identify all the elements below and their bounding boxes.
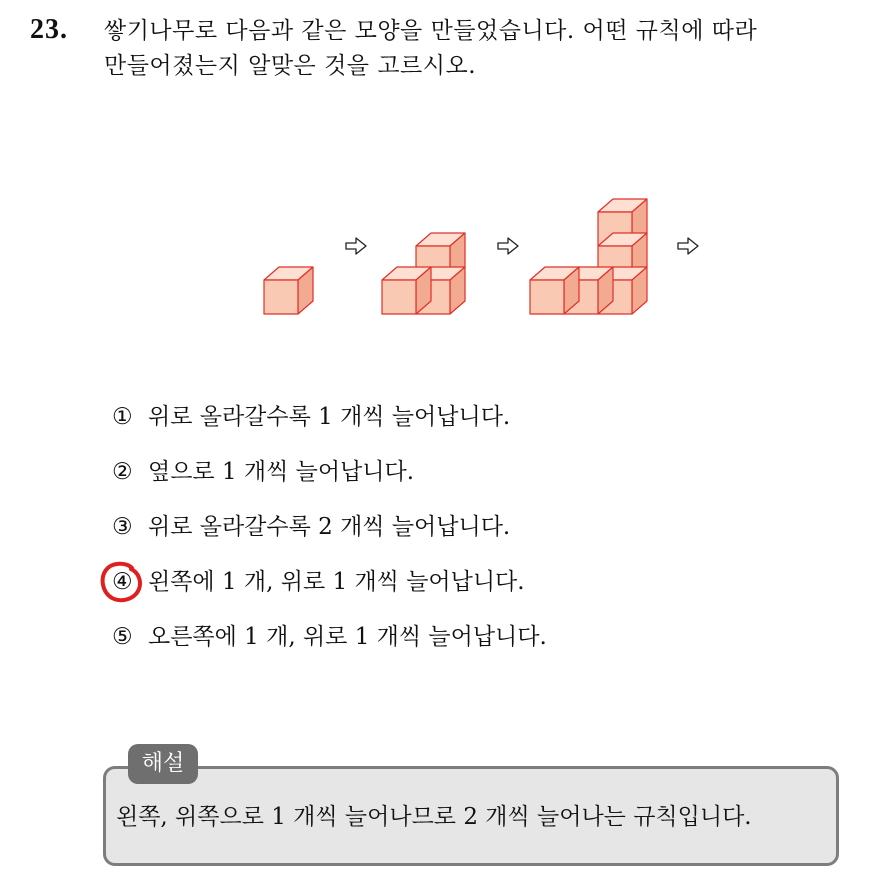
cube-front-face <box>382 280 416 314</box>
answer-circle-icon <box>98 560 144 604</box>
question-line-1: 쌓기나무로 다음과 같은 모양을 만들었습니다. 어떤 규칙에 따라 <box>104 18 758 44</box>
shape-3 <box>530 199 647 314</box>
right-arrow-icon <box>498 238 518 254</box>
choice-1-text: 위로 올라갈수록 1 개씩 늘어납니다. <box>148 404 511 430</box>
choice-2[interactable] <box>112 455 547 510</box>
right-arrow-icon <box>346 238 366 254</box>
choice-4[interactable] <box>112 565 547 620</box>
choice-3-text: 위로 올라갈수록 2 개씩 늘어납니다. <box>148 514 511 540</box>
explanation-label: 해설 <box>128 744 198 784</box>
choice-2-text: 옆으로 1 개씩 늘어납니다. <box>148 459 415 485</box>
choice-5[interactable] <box>112 620 547 675</box>
choice-4-mark: ④ <box>112 569 133 595</box>
question-line-2: 만들어졌는지 알맞은 것을 고르시오. <box>104 53 477 79</box>
cube-front-face <box>264 280 298 314</box>
choice-3[interactable] <box>112 510 547 565</box>
choice-1-mark: ① <box>112 404 133 430</box>
shape-1 <box>264 267 313 314</box>
block-figure <box>250 110 730 325</box>
right-arrow-icon <box>678 238 698 254</box>
choice-5-text: 오른쪽에 1 개, 위로 1 개씩 늘어납니다. <box>148 624 547 650</box>
cube-front-face <box>530 280 564 314</box>
choice-1[interactable] <box>112 400 547 455</box>
choice-2-mark: ② <box>112 459 133 485</box>
choice-3-mark: ③ <box>112 514 133 540</box>
choice-list <box>112 400 547 675</box>
choice-5-mark: ⑤ <box>112 624 133 650</box>
question-number: 23. <box>30 14 68 45</box>
choice-4-text: 왼쪽에 1 개, 위로 1 개씩 늘어납니다. <box>148 569 525 595</box>
explanation-text: 왼쪽, 위쪽으로 1 개씩 늘어나므로 2 개씩 늘어나는 규칙입니다. <box>116 804 752 830</box>
question-text <box>104 14 874 84</box>
shape-2 <box>382 233 465 314</box>
